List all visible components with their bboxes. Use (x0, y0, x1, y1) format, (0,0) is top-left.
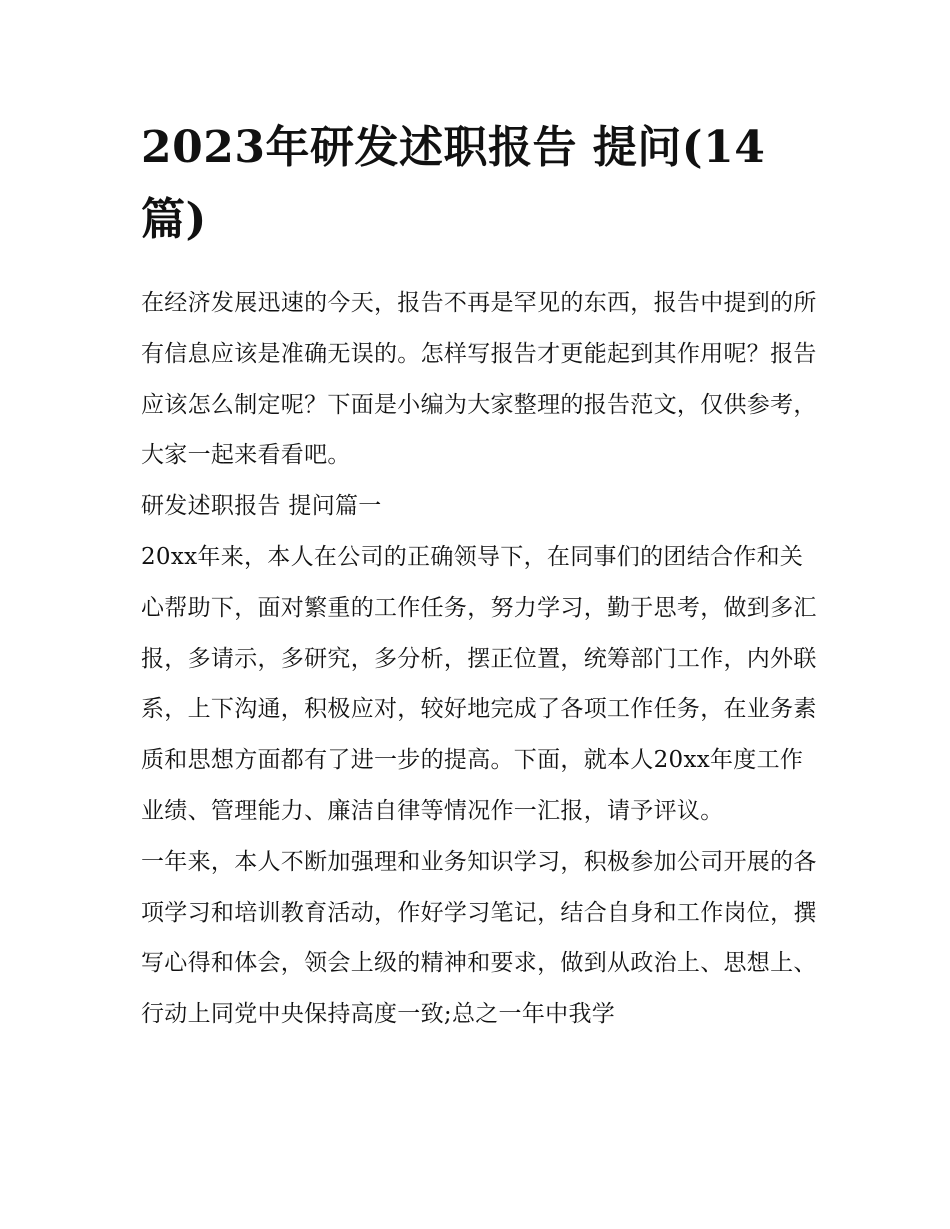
document-body (141, 112, 817, 1040)
body-paragraph: 20xx年来，本人在公司的正确领导下，在同事们的团结合作和关心帮助下，面对繁重的工作任务，努力学习，勤于思考，做到多汇报，多请示，多研究，多分析，摆正位置，统筹部门工作，内外联系，上下沟通，积极应对，较好地完成了各项工作任务，在业务素质和思想方面都有了进一步的提高。下面，就本人20xx年度工作业绩、管理能力、廉洁自律等情况作一汇报，请予评议。 (141, 543, 817, 824)
intro-paragraph: 在经济发展迅速的今天，报告不再是罕见的东西，报告中提到的所有信息应该是准确无误的。怎样写报告才更能起到其作用呢？报告应该怎么制定呢？下面是小编为大家整理的报告范文，仅供参考，大家一起来看看吧。 (141, 290, 817, 469)
section-heading: 研发述职报告 提问篇一 (141, 493, 382, 520)
document-title: 2023年研发述职报告 提问(14篇) (141, 122, 766, 245)
body-paragraph: 一年来，本人不断加强理和业务知识学习，积极参加公司开展的各项学习和培训教育活动，作好学习笔记，结合自身和工作岗位，撰写心得和体会，领会上级的精神和要求，做到从政治上、思想上、行动上同党中央保持高度一致;总之一年中我学 (141, 848, 817, 1028)
